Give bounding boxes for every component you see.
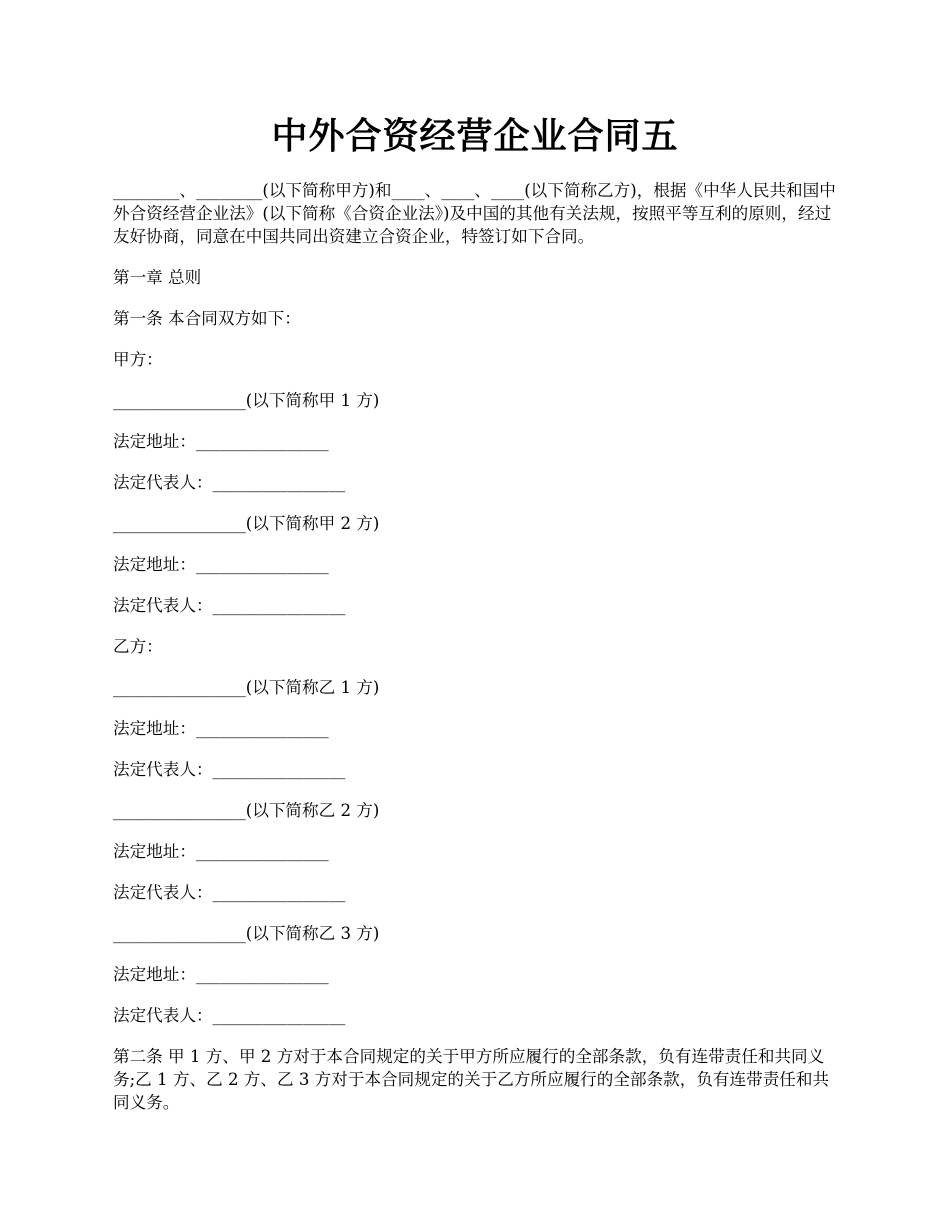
- party-b3-representative: 法定代表人：________________: [113, 1006, 346, 1025]
- chapter-heading: 第一章 总则: [113, 268, 202, 287]
- document-title: 中外合资经营企业合同五: [271, 115, 679, 157]
- party-b1-name: ________________(以下简称乙 1 方): [113, 678, 380, 697]
- article-1-heading: 第一条 本合同双方如下：: [113, 309, 301, 328]
- intro-paragraph: ________、________(以下简称甲方)和____、____、____(以下简称乙方)，根据《中华人民共和国中外合资经营企业法》(以下简称《合资企业法》)及中国的其他有关法规，按照平等互利的原则，经过友好协商，同意在中国共同出资建立合资企业，特签订如下合同。: [113, 181, 836, 246]
- document-body: [113, 179, 838, 1114]
- party-b3-name: ________________(以下简称乙 3 方): [113, 924, 380, 943]
- party-b3-address: 法定地址：________________: [113, 965, 329, 984]
- party-a1-address: 法定地址：________________: [113, 432, 329, 451]
- party-b2-representative: 法定代表人：________________: [113, 883, 346, 902]
- party-b-label: 乙方：: [113, 637, 163, 656]
- party-a1-representative: 法定代表人：________________: [113, 473, 346, 492]
- party-b2-address: 法定地址：________________: [113, 842, 329, 861]
- party-b2-name: ________________(以下简称乙 2 方): [113, 801, 380, 820]
- party-a2-representative: 法定代表人：________________: [113, 596, 346, 615]
- party-a1-name: ________________(以下简称甲 1 方): [113, 391, 380, 410]
- party-a2-name: ________________(以下简称甲 2 方): [113, 514, 380, 533]
- party-b1-representative: 法定代表人：________________: [113, 760, 346, 779]
- party-a2-address: 法定地址：________________: [113, 555, 329, 574]
- party-a-label: 甲方：: [113, 350, 163, 369]
- party-b1-address: 法定地址：________________: [113, 719, 329, 738]
- article-2-paragraph: 第二条 甲 1 方、甲 2 方对于本合同规定的关于甲方所应履行的全部条款，负有连带责任和共同义务;乙 1 方、乙 2 方、乙 3 方对于本合同规定的关于乙方所应履行的全部条款，负有连带责任和共同义务。: [113, 1047, 830, 1112]
